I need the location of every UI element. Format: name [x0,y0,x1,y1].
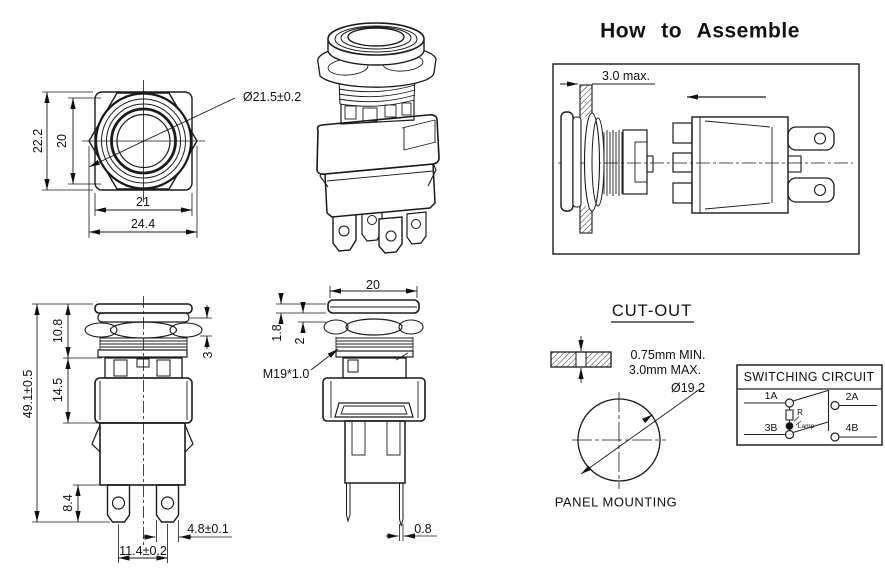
assembly-title: How to Assemble [600,19,800,43]
side-dim-head-height: 10.8 [50,318,65,344]
front-view-linework [42,80,235,238]
lamp-dim-cap-width: 20 [366,277,380,292]
cutout-panel-min: 0.75mm MIN. [630,347,706,362]
cutout-title: CUT-OUT [611,301,693,320]
front-dim-inner-height: 20 [54,134,69,148]
side-dim-terminal-spacing: 11.4±0.2 [119,543,167,558]
isometric-view-linework [317,23,439,253]
lamp-thread-spec: M19*1.0 [262,366,310,381]
side-dim-terminal-length: 8.4 [60,494,75,512]
lamp-dim-cap-lip: 1.8 [269,324,284,342]
lamp-dim-ring-height: 2 [292,337,307,345]
lamp-dim-pin-width: 0.8 [414,521,432,536]
front-dim-outer-height: 22.2 [30,128,45,154]
front-dim-bezel-diameter: Ø21.5±0.2 [242,89,302,104]
side-dim-terminal-width: 4.8±0.1 [187,521,229,536]
circuit-terminal-4b: 4B [845,421,859,434]
circuit-terminal-3b: 3B [764,421,778,434]
circuit-terminal-1a: 1A [764,389,778,402]
side-dim-bezel-height: 3 [200,351,215,359]
cutout-caption: PANEL MOUNTING [554,494,678,510]
front-dim-outer-width: 24.4 [130,216,156,231]
assembly-panel-thickness: 3.0 max. [602,68,650,83]
circuit-lamp-label: Lamp [797,422,815,430]
circuit-terminal-2a: 2A [845,390,859,403]
side-dim-upper-body-height: 14.5 [50,377,65,403]
circuit-resistor-label: R [797,408,803,417]
front-dim-body-width: 21 [136,194,150,209]
lamp-view-linework [276,286,437,541]
side-dim-total-height: 49.1±0.5 [20,369,35,419]
circuit-title: SWITCHING CIRCUIT [743,369,875,384]
cutout-hole-diameter: Ø19.2 [670,380,706,395]
cutout-panel-max: 3.0mm MAX. [628,362,702,377]
assembly-linework [553,64,859,254]
